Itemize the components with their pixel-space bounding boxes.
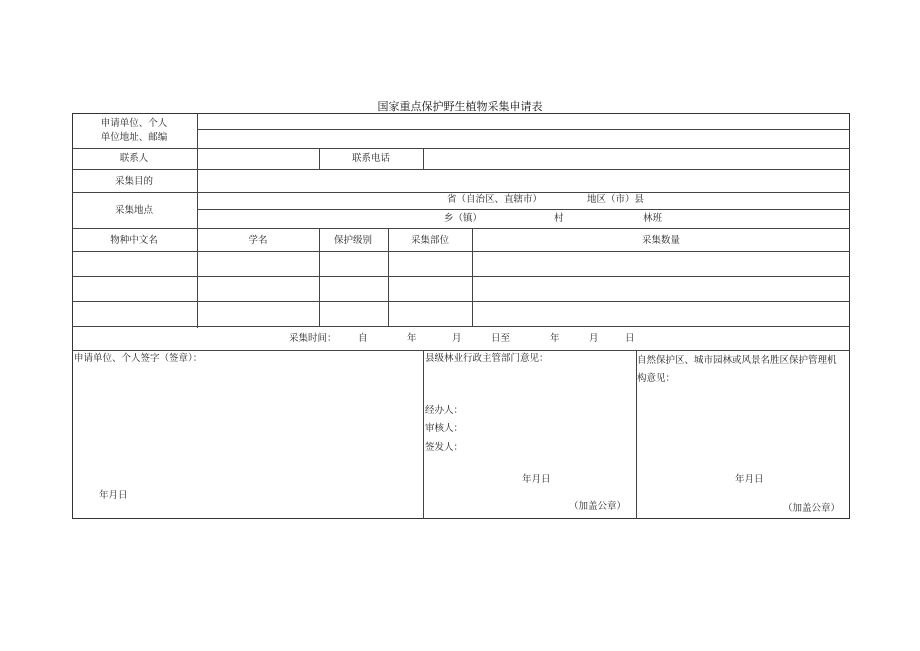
address-label: 单位地址、邮编 xyxy=(100,132,168,143)
contact-label: 联系人 xyxy=(119,153,149,164)
reserve-opinion-label-cont: 构意见： xyxy=(637,373,676,384)
time-from-label: 自 xyxy=(358,333,368,344)
col-header-species-name: 物种中文名 xyxy=(110,235,158,246)
province-label: 省（自治区、直辖市） xyxy=(447,194,543,205)
handler-label: 经办人： xyxy=(425,405,464,416)
time-month-label: 月 xyxy=(589,333,599,344)
reserve-date-label: 年月日 xyxy=(735,474,764,485)
purpose-field[interactable] xyxy=(198,170,849,192)
township-label: 乡（镇） xyxy=(444,213,483,224)
row-divider xyxy=(72,326,850,327)
time-day-label: 日 xyxy=(625,333,635,344)
species-entry-row[interactable] xyxy=(73,302,849,326)
row-divider xyxy=(72,192,850,193)
address-field[interactable] xyxy=(198,130,849,148)
time-month-label: 月 xyxy=(452,333,462,344)
signature-area[interactable] xyxy=(73,366,422,486)
col-header-collected-part: 采集部位 xyxy=(410,235,450,246)
species-entry-row[interactable] xyxy=(73,252,849,276)
col-header-protection-level: 保护级别 xyxy=(333,235,373,246)
time-year-label: 年 xyxy=(407,333,417,344)
column-divider xyxy=(319,148,320,169)
purpose-label: 采集目的 xyxy=(114,176,154,187)
collection-time-label: 采集时间： xyxy=(289,333,337,344)
county-seal-label: （加盖公章） xyxy=(569,501,627,512)
signature-date-label: 年月日 xyxy=(99,490,128,501)
col-header-quantity: 采集数量 xyxy=(641,235,681,246)
signature-label: 申请单位、个人签字（签章）： xyxy=(74,353,203,364)
row-divider xyxy=(197,209,850,210)
row-divider xyxy=(72,228,850,229)
phone-field[interactable] xyxy=(424,149,849,169)
forest-compartment-label: 林班 xyxy=(643,213,663,224)
region-county-label: 地区（市）县 xyxy=(587,194,645,205)
reviewer-label: 审核人： xyxy=(425,423,464,434)
form-title: 国家重点保护野生植物采集申请表 xyxy=(377,100,543,113)
reserve-opinion-label: 自然保护区、城市园林或风景名胜区保护管理机 xyxy=(637,355,837,366)
phone-label: 联系电话 xyxy=(351,153,391,164)
time-day-to-label: 日至 xyxy=(491,333,511,344)
applicant-label: 申请单位、个人 xyxy=(100,118,168,129)
column-divider xyxy=(423,350,424,519)
contact-field[interactable] xyxy=(198,149,318,169)
issuer-label: 签发人： xyxy=(425,442,464,453)
village-label: 村 xyxy=(554,213,564,224)
reserve-seal-label: （加盖公章） xyxy=(783,503,841,514)
county-opinion-label: 县级林业行政主管部门意见： xyxy=(425,353,549,364)
time-year-label: 年 xyxy=(550,333,560,344)
species-entry-row[interactable] xyxy=(73,277,849,301)
location-label: 采集地点 xyxy=(114,205,154,216)
col-header-scientific-name: 学名 xyxy=(248,235,268,246)
applicant-field[interactable] xyxy=(198,114,849,129)
row-divider xyxy=(72,350,850,351)
county-date-label: 年月日 xyxy=(522,474,551,485)
